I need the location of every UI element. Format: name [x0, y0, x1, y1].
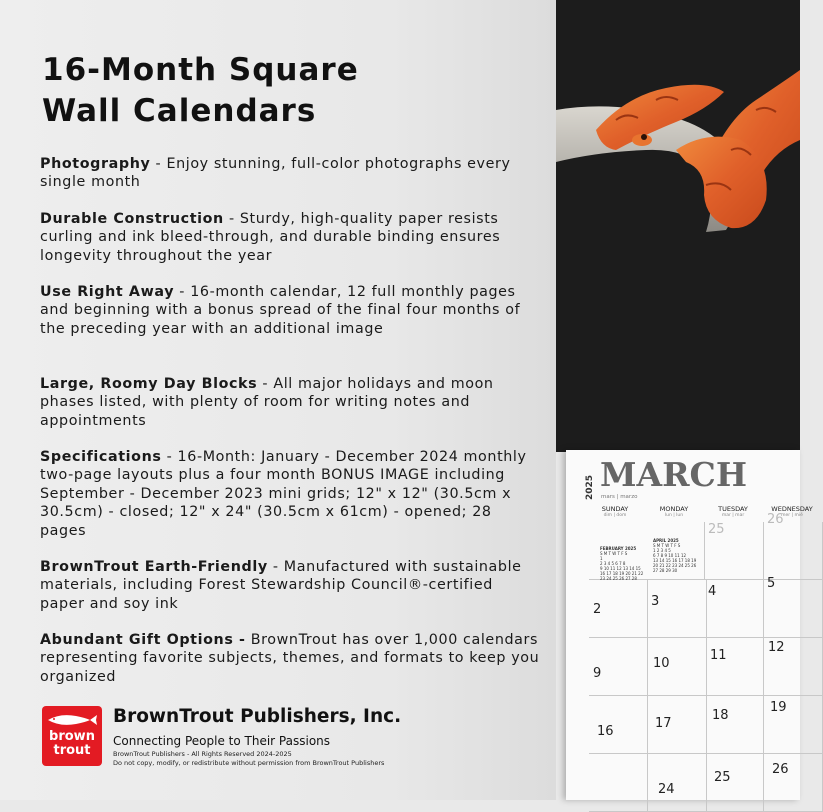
logo-text-brown: brown	[49, 729, 95, 744]
mini-row: 23 24 25 26 27 28	[600, 576, 637, 581]
mini-row: 1 2 3 4 5	[653, 548, 671, 553]
browntrout-logo	[42, 706, 102, 766]
feature-heading: Photography	[40, 156, 151, 172]
feature-heading: Use Right Away	[40, 284, 175, 300]
day-number: 25	[714, 770, 731, 785]
day-number: 19	[770, 700, 787, 715]
mini-row: 9 10 11 12 13 14 15	[600, 566, 641, 571]
feature-text: - Enjoy stunning, full-color photographs every single month	[40, 156, 511, 191]
day-name: WEDNESDAY	[771, 505, 813, 513]
logo-text-trout: trout	[53, 743, 91, 758]
mini-row: 2 3 4 5 6 7 8	[600, 561, 626, 566]
day-number: 18	[712, 708, 729, 723]
legal-line-2: Do not copy, modify, or redistribute without permission from BrownTrout Publishers	[113, 759, 385, 767]
day-number: 17	[655, 716, 672, 731]
feature-specifications	[40, 448, 540, 540]
legal-line-1: BrownTrout Publishers - All Rights Reserved 2024-2025	[113, 750, 292, 758]
feature-heading: Specifications	[40, 449, 162, 465]
mini-row: 1	[600, 556, 603, 561]
corn-snake-image	[556, 0, 800, 452]
feature-text: - Sturdy, high-quality paper resists curling and ink bleed-through, and durable binding ensures longevity throughout the year	[40, 211, 501, 264]
snake-photo	[556, 0, 800, 452]
calendar-month-sub: mars | marzo	[601, 494, 638, 500]
feature-earth-friendly	[40, 558, 540, 613]
mini-calendar-april	[653, 538, 696, 573]
day-number: 10	[653, 656, 670, 671]
feature-heading: Abundant Gift Options -	[40, 632, 246, 648]
calendar-cell	[705, 696, 764, 754]
feature-photography	[40, 155, 540, 192]
publisher-tagline: Connecting People to Their Passions	[113, 734, 331, 748]
day-sub: mar | mar	[721, 513, 745, 518]
feature-text: - Manufactured with sustainable materials, including Forest Stewardship Council®-certified paper and soy ink	[40, 559, 522, 612]
mini-title: APRIL 2025	[653, 538, 679, 543]
day-number: 11	[710, 648, 727, 663]
feature-use-right-away	[40, 283, 540, 338]
day-name: MONDAY	[659, 505, 689, 513]
mini-calendar-february	[600, 546, 643, 581]
day-number-prev: 26	[767, 512, 784, 527]
mini-row: 20 21 22 23 24 25 26	[653, 563, 697, 568]
feature-durable-construction	[40, 210, 540, 265]
day-number: 16	[597, 724, 614, 739]
feature-text: - All major holidays and moon phases listed, with plenty of room for writing notes and appointments	[40, 376, 494, 429]
day-name: SUNDAY	[601, 505, 629, 513]
day-sub: lun | lun	[664, 513, 684, 518]
mini-title: FEBRUARY 2025	[600, 546, 637, 551]
feature-heading: Durable Construction	[40, 211, 224, 227]
day-number: 26	[772, 762, 789, 777]
day-number: 9	[593, 666, 602, 681]
mini-row: S M T W T F S	[600, 551, 628, 556]
day-number: 2	[593, 602, 602, 617]
publisher-legal	[113, 750, 384, 768]
day-number: 24	[658, 782, 675, 797]
publisher-name: BrownTrout Publishers, Inc.	[113, 706, 402, 727]
calendar-cell	[648, 580, 707, 638]
calendar-year: 2025	[585, 474, 595, 500]
mini-row: 27 28 29 30	[653, 568, 678, 573]
mini-row: S M T W T F S	[653, 543, 681, 548]
day-number: 12	[768, 640, 785, 655]
mini-row: 16 17 18 19 20 21 22	[600, 571, 644, 576]
day-number: 5	[767, 576, 776, 591]
feature-heading: Large, Roomy Day Blocks	[40, 376, 258, 392]
calendar-cell	[589, 754, 648, 812]
page-title	[42, 50, 542, 132]
feature-text: - 16-Month: January - December 2024 monthly two-page layouts plus a four month BONUS IMAGE including September - December 2023 mini grids; 12" x 12" (30.5cm x 30.5cm) - closed; 12" x 24" (30.5cm x 61cm) - opened; 28 pages	[40, 449, 527, 539]
mini-row: 6 7 8 9 10 11 12	[653, 553, 687, 558]
day-header-monday	[644, 505, 704, 518]
calendar-month: MARCH	[600, 455, 748, 494]
mini-row: 13 14 15 16 17 18 19	[653, 558, 697, 563]
feature-day-blocks	[40, 375, 540, 430]
feature-heading: BrownTrout Earth-Friendly	[40, 559, 268, 575]
day-sub: mer | mié	[781, 513, 803, 518]
day-name: TUESDAY	[718, 505, 748, 513]
day-number: 3	[651, 594, 660, 609]
day-sub: dim | dom	[603, 513, 627, 518]
title-line-2: Wall Calendars	[42, 93, 317, 129]
day-number-prev: 25	[708, 522, 725, 537]
day-number: 4	[708, 584, 717, 599]
trout-icon	[46, 712, 98, 728]
calendar-cell	[705, 638, 764, 696]
feature-text: BrownTrout has over 1,000 calendars representing favorite subjects, themes, and formats to keep you organized	[40, 632, 540, 685]
feature-text: - 16-month calendar, 12 full monthly pages and beginning with a bonus spread of the final four months of the preceding year with an additional image	[40, 284, 521, 337]
day-header-tuesday	[703, 505, 763, 518]
day-header-sunday	[585, 505, 645, 518]
calendar-cell	[764, 522, 823, 580]
calendar-cell	[648, 754, 707, 812]
title-line-1: 16-Month Square	[42, 52, 359, 88]
feature-gift-options	[40, 631, 540, 686]
